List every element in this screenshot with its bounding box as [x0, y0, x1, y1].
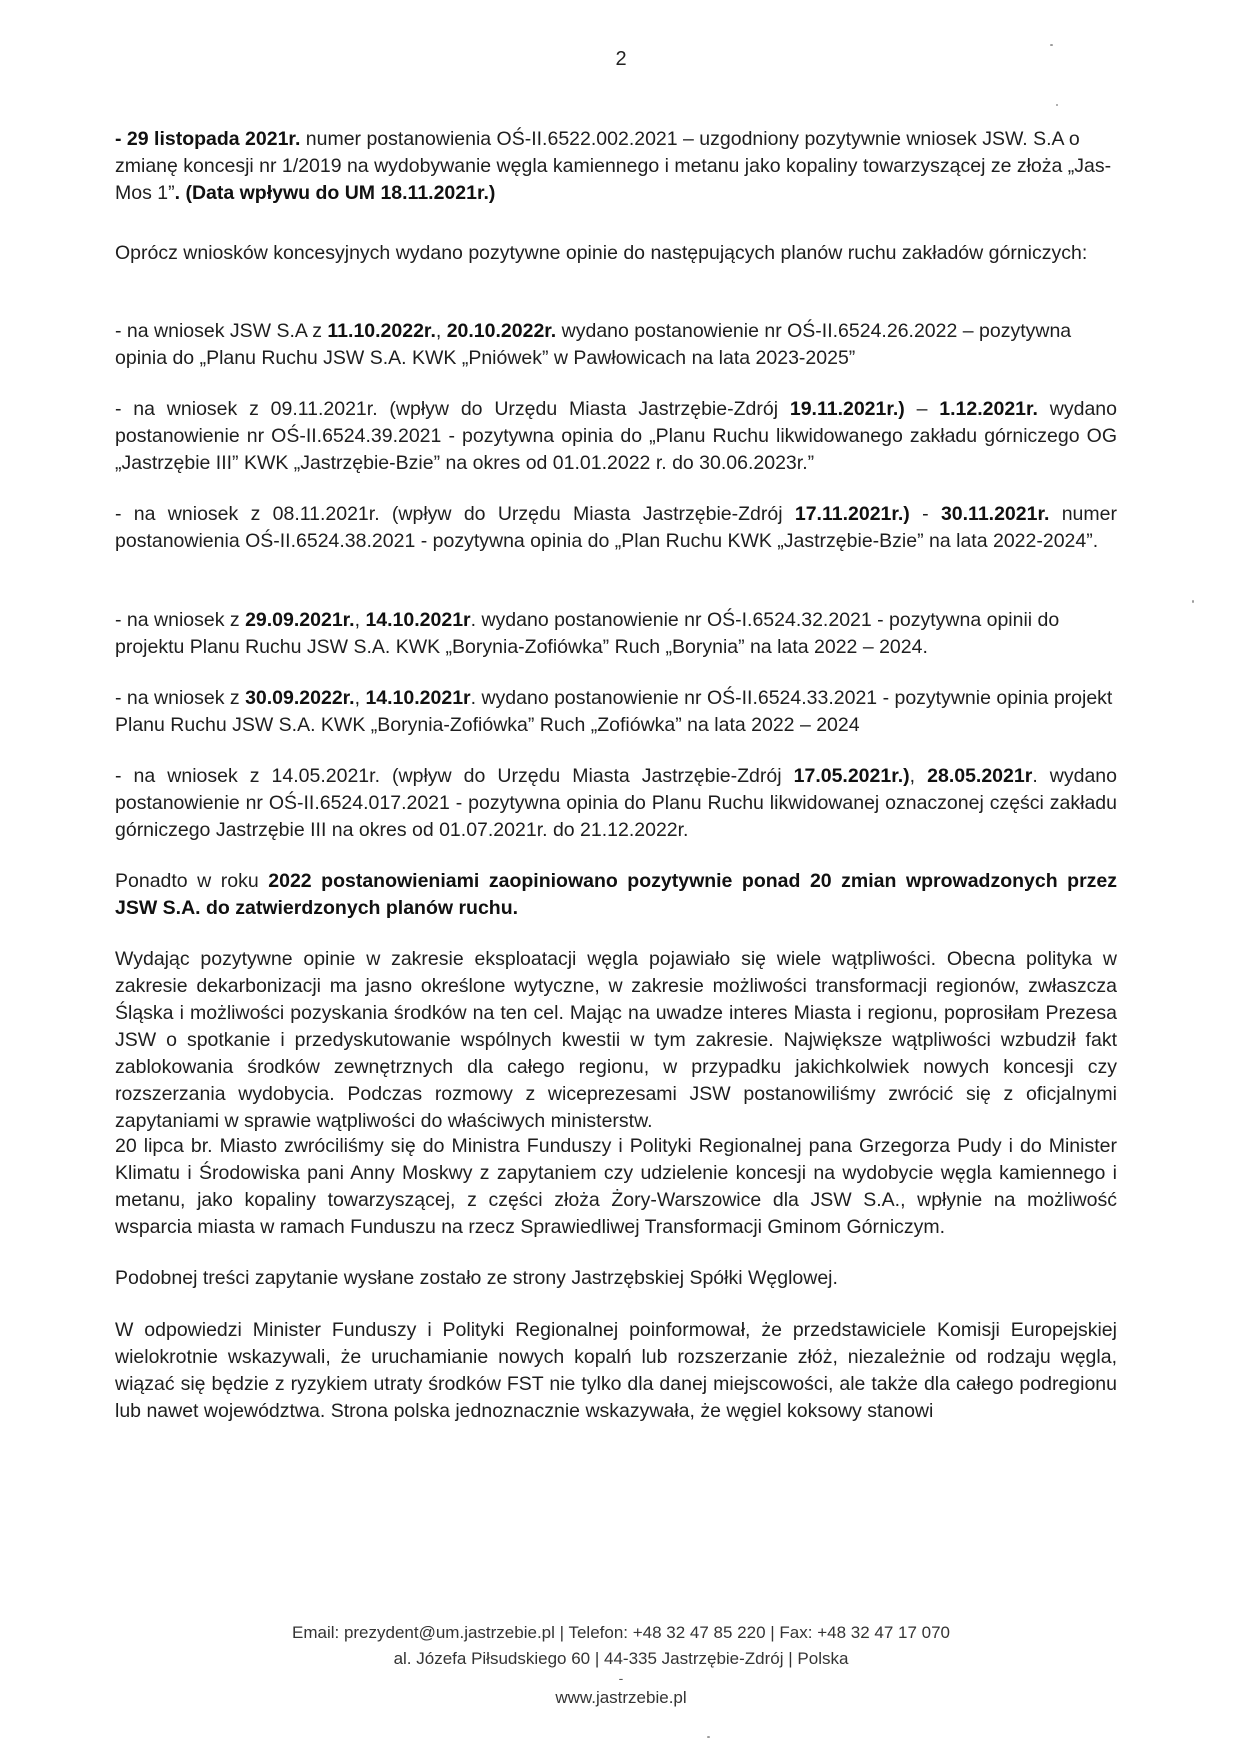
bold-run: 19.11.2021r.) [789, 398, 905, 420]
text-run: numer postanowienia OŚ-II.6522.002.2021 – uzgodniony pozytywnie wniosek JSW. S.A o zmianę koncesji nr 1/2019 na wydobywanie węgla kamiennego i metanu jako kopaliny towarzyszącej ze złoża „Jas-Mos 1” [115, 128, 1112, 204]
text-run: Wydając pozytywne opinie w zakresie eksploatacji węgla pojawiało się wiele wątpliwości. Obecna polityka w zakresie dekarbonizacji ma jasno określone wytyczne, w zakresie możliwości transformacji regionów, zwłaszcza Śląska i możliwości pozyskania środków na ten cel. Mając na uwadze interes Miasta i regionu, poprosiłam Prezesa JSW o spotkanie i przedyskutowanie wspólnych kwestii w tym zakresie. Największe wątpliwości wzbudził fakt zablokowania środków zewnętrznych dla całego regionu, w przypadku jakichkolwiek nowych koncesji czy rozszerzania wydobycia. Podczas rozmowy z wiceprezesami JSW postanowiliśmy zwrócić się z oficjalnymi zapytaniami w sprawie wątpliwości do właściwych ministerstw. [115, 948, 1117, 1132]
bold-run: 14.10.2021r [365, 687, 471, 709]
bold-run: 17.05.2021r.) [793, 765, 910, 787]
paragraph-3 [115, 318, 1117, 372]
text-run: - na wniosek z 09.11.2021r. (wpływ do Urzędu Miasta Jastrzębie-Zdrój [115, 398, 790, 420]
text-run: - [909, 503, 941, 525]
scan-speck [1056, 104, 1058, 106]
bold-run: 14.10.2021r [365, 609, 471, 631]
bold-run: - [115, 128, 127, 150]
paragraph-7 [115, 685, 1117, 739]
text-run: - na wniosek z [115, 687, 246, 709]
text-run: . wydano postanowienie nr OŚ-I.6524.32.2021 - pozytywna opinii do projektu Planu Ruchu JSW S.A. KWK „Borynia-Zofiówka” Ruch „Borynia” na lata 2022 – 2024. [115, 609, 1060, 658]
bold-run: 2022 postanowieniami zaopiniowano pozytywnie ponad 20 zmian wprowadzonych przez JSW S.A. do zatwierdzonych planów ruchu. [115, 870, 1118, 919]
scan-speck [707, 1736, 710, 1738]
scan-speck [1192, 600, 1194, 603]
text-run: - na wniosek z 14.05.2021r. (wpływ do Urzędu Miasta Jastrzębie-Zdrój [115, 765, 794, 787]
scan-speck [1050, 44, 1053, 46]
text-run: – [904, 398, 940, 420]
bold-run: 17.11.2021r.) [794, 503, 910, 525]
paragraph-11 [115, 1133, 1117, 1241]
footer-website: www.jastrzebie.pl [555, 1688, 687, 1707]
text-run: . wydano postanowienie nr OŚ-II.6524.017.2021 - pozytywna opinia do Planu Ruchu likwidowanej oznaczonej części zakładu górniczego Jastrzębie III na okres od 01.07.2021r. do 21.12.2022r. [115, 765, 1117, 841]
text-run: . wydano postanowienie nr OŚ-II.6524.33.2021 - pozytywnie opinia projekt Planu Ruchu JSW S.A. KWK „Borynia-Zofiówka” Ruch „Zofiówka” na lata 2022 – 2024 [115, 687, 1113, 736]
text-run: - na wniosek JSW S.A z [115, 320, 328, 342]
paragraph-6 [115, 607, 1117, 661]
text-run: - na wniosek z 08.11.2021r. (wpływ do Urzędu Miasta Jastrzębie-Zdrój [115, 503, 795, 525]
text-run: , [435, 320, 447, 342]
bold-run: 30.09.2022r. [245, 687, 355, 709]
paragraph-12 [115, 1265, 1117, 1292]
bold-run: 30.11.2021r. [940, 503, 1050, 525]
bold-run: 1.12.2021r. [939, 398, 1038, 420]
bold-run: 28.05.2021r [927, 765, 1033, 787]
text-run: wydano postanowienie nr OŚ-II.6524.39.2021 - pozytywna opinia do „Planu Ruchu likwidowanego zakładu górniczego OG „Jastrzębie III” KWK „Jastrzębie-Bzie” na okres od 01.01.2022 r. do 30.06.2023r.” [115, 398, 1117, 474]
text-run: Ponadto w roku [115, 870, 269, 892]
bold-run: 11.10.2022r. [327, 320, 436, 342]
text-run: Podobnej treści zapytanie wysłane zostało ze strony Jastrzębskiej Spółki Węglowej. [115, 1267, 838, 1289]
paragraph-2 [115, 240, 1117, 267]
text-run: , [354, 687, 366, 709]
bold-run: . (Data wpływu do UM 18.11.2021r.) [174, 182, 496, 204]
page-number: 2 [615, 48, 627, 70]
paragraph-13 [115, 1317, 1117, 1425]
text-run: wydano postanowienie nr OŚ-II.6524.26.2022 – pozytywna opinia do „Planu Ruchu JSW S.A. KWK „Pniówek” w Pawłowicach na lata 2023-2025” [115, 320, 1072, 369]
paragraph-9 [115, 868, 1117, 922]
paragraph-1 [115, 126, 1117, 207]
footer-contact: Email: prezydent@um.jastrzebie.pl | Telefon: +48 32 47 85 220 | Fax: +48 32 47 17 070 [291, 1623, 951, 1642]
bold-run: 20.10.2022r. [446, 320, 557, 342]
footer-address: al. Józefa Piłsudskiego 60 | 44-335 Jastrzębie-Zdrój | Polska [393, 1649, 849, 1668]
bold-run: 29.09.2021r. [245, 609, 355, 631]
text-run: , [909, 765, 928, 787]
paragraph-8 [115, 763, 1117, 844]
text-run: - na wniosek z [115, 609, 246, 631]
paragraph-4 [115, 396, 1117, 477]
text-run: , [354, 609, 366, 631]
text-run: W odpowiedzi Minister Funduszy i Polityki Regionalnej poinformował, że przedstawiciele Komisji Europejskiej wielokrotnie wskazywali, że uruchamianie nowych kopalń lub rozszerzanie złóż, niezależnie od rodzaju węgla, wiązać się będzie z ryzykiem utraty środków FST nie tylko dla danej miejscowości, ale także dla całego podregionu lub nawet województwa. Strona polska jednoznacznie wskazywała, że węgiel koksowy stanowi [115, 1319, 1117, 1422]
bold-run: 29 listopada 2021r. [126, 128, 301, 150]
text-run: numer postanowienia OŚ-II.6524.38.2021 - pozytywna opinia do „Plan Ruchu KWK „Jastrzębie-Bzie” na lata 2022-2024”. [115, 503, 1117, 552]
footer-separator: - [618, 1670, 624, 1686]
text-run: 20 lipca br. Miasto zwróciliśmy się do Ministra Funduszy i Polityki Regionalnej pana Grzegorza Pudy i do Minister Klimatu i Środowiska pani Anny Moskwy z zapytaniem czy udzielenie koncesji na wydobycie węgla kamiennego i metanu, jako kopaliny towarzyszącej, z części złoża Żory-Warszowice dla JSW S.A., wpłynie na możliwość wsparcia miasta w ramach Funduszu na rzecz Sprawiedliwej Transformacji Gminom Górniczym. [115, 1135, 1117, 1238]
paragraph-5 [115, 501, 1117, 555]
text-run: Oprócz wniosków koncesyjnych wydano pozytywne opinie do następujących planów ruchu zakładów górniczych: [115, 242, 1088, 264]
paragraph-10 [115, 946, 1117, 1135]
